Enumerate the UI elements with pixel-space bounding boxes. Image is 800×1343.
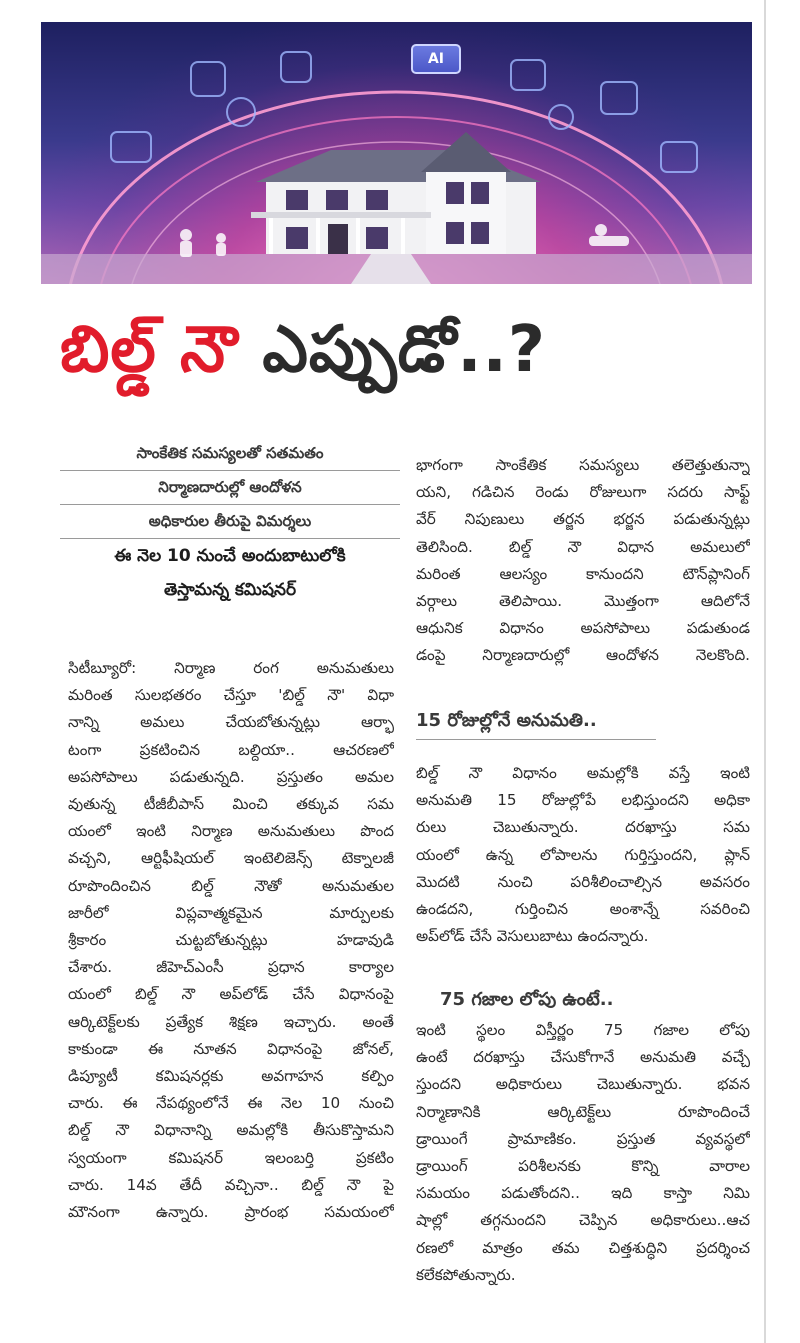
body-line: రణలో మాత్రం తమ చిత్తశుద్ధిని ప్రదర్శించ xyxy=(416,1238,750,1257)
body-line: స్తుందని అధికారులు చెబుతున్నారు. భవన xyxy=(416,1075,750,1094)
body-line: ఆధునిక విధానం అపసోపాలు పడుతుండ xyxy=(416,619,750,638)
body-line: కలేకపోతున్నారు. xyxy=(416,1265,516,1284)
section-heading-15-days: 15 రోజుల్లోనే అనుమతి.. xyxy=(416,703,656,740)
body-line: డిప్యూటీ కమిషనర్లకు అవగాహన కల్పిం xyxy=(68,1067,394,1086)
body-line: యని, గడిచిన రెండు రోజులుగా సదరు సాఫ్ట్ xyxy=(416,483,750,502)
body-line: నాన్ని అమలు చేయబోతున్నట్లు ఆర్భా xyxy=(68,713,394,732)
body-line: మరింత సులభతరం చేస్తూ 'బిల్డ్ నౌ' విధా xyxy=(68,686,394,705)
section-heading-75-yards: 75 గజాల లోపు ఉంటే.. xyxy=(440,989,614,1010)
body-line: రులు చెబుతున్నారు. దరఖాస్తు సమ xyxy=(416,818,750,837)
column-rule xyxy=(764,0,766,1343)
body-line: చేశారు. జీహెచ్ఎంసీ ప్రధాన కార్యాల xyxy=(68,958,394,977)
body-line: బిల్డ్ నౌ విధానాన్ని అమల్లోకి తీసుకొస్తామని xyxy=(68,1121,394,1140)
hero-image xyxy=(41,22,752,284)
body-line: యంలో బిల్డ్ నౌ అప్‌లోడ్ చేసే విధానంపై xyxy=(68,985,394,1004)
body-line: డంపై నిర్మాణదారుల్లో ఆందోళన నెలకొంది. xyxy=(416,646,750,665)
body-line: అపసోపాలు పడుతున్నది. ప్రస్తుతం అమల xyxy=(68,767,394,786)
subheads xyxy=(60,437,400,607)
subhead-2: నిర్మాణదారుల్లో ఆందోళన xyxy=(60,471,400,505)
section-1-body xyxy=(416,760,750,950)
body-line: మరింత ఆలస్యం కానుందని టౌన్‌ప్లానింగ్ xyxy=(416,564,750,583)
subhead-1: సాంకేతిక సమస్యలతో సతమతం xyxy=(60,437,400,471)
ai-badge: AI xyxy=(411,44,461,74)
subhead-main-1: ఈ నెల 10 నుంచే అందుబాటులోకి xyxy=(114,546,346,566)
body-line: వుతున్న టీజీబీపాస్ మించి తక్కువ సమ xyxy=(68,795,394,814)
right-column-top xyxy=(416,452,750,670)
body-line: శ్రీకారం చుట్టబోతున్నట్లు హడావుడి xyxy=(68,931,394,950)
body-line: ఉండదని, గుర్తించిన అంశాన్నే సవరించి xyxy=(416,900,750,919)
body-line: వచ్చని, ఆర్టిఫీషియల్ ఇంటెలిజెన్స్ టెక్నాలజీ xyxy=(68,849,394,868)
body-line: కాకుండా ఈ నూతన విధానంపై జోనల్, xyxy=(68,1039,394,1058)
body-line: స్వయంగా కమిషనర్ ఇలంబర్తి ప్రకటిం xyxy=(68,1148,394,1167)
body-line: చారు. 14వ తేదీ వచ్చినా.. బిల్డ్ నౌ పై xyxy=(68,1175,394,1194)
body-line: రూపొందించిన బిల్డ్ నౌతో అనుమతుల xyxy=(68,876,394,895)
body-line: వేర్ నిపుణులు తర్జన భర్జన పడుతున్నట్లు xyxy=(416,510,750,529)
left-column xyxy=(68,655,394,1226)
body-line: ఉంటే దరఖాస్తు చేసుకోగానే అనుమతి వచ్చే xyxy=(416,1048,750,1067)
body-line: అనుమతి 15 రోజుల్లోపే లభిస్తుందని అధికా xyxy=(416,791,750,810)
smart-home-illustration xyxy=(41,22,752,284)
subhead-main-2: తెస్తామన్న కమిషనర్ xyxy=(163,580,297,600)
body-line: షాల్లో తగ్గనుందని చెప్పిన అధికారులు..ఆచ xyxy=(416,1211,750,1230)
body-line: మౌనంగా ఉన్నారు. ప్రారంభ సమయంలో xyxy=(68,1203,394,1222)
body-line: యంలో ఉన్న లోపాలను గుర్తిస్తుందని, ప్లాన్ xyxy=(416,845,750,864)
body-line: డ్రాయింగే ప్రామాణికం. ప్రస్తుత వ్యవస్థలో xyxy=(416,1129,750,1148)
body-line: సమయం పడుతోందని.. ఇది కాస్తా నిమి xyxy=(416,1184,750,1203)
body-line: డ్రాయింగ్ పరిశీలనకు కొన్ని వారాల xyxy=(416,1157,750,1176)
body-line: సిటీబ్యూరో: నిర్మాణ రంగ అనుమతులు xyxy=(68,659,394,677)
body-line: చారు. ఈ నేపథ్యంలోనే ఈ నెల 10 నుంచి xyxy=(68,1094,394,1113)
body-line: ఇంటి స్థలం విస్తీర్ణం 75 గజాల లోపు xyxy=(416,1021,750,1039)
headline-dark: ఎప్పుడో..? xyxy=(239,313,546,387)
body-line: తెలిసింది. బిల్డ్ నౌ విధాన అమలులో xyxy=(416,537,750,556)
body-line: జారీలో విప్లవాత్మకమైన మార్పులకు xyxy=(68,903,394,922)
body-line: ఆర్కిటెక్ట్‌లకు ప్రత్యేక శిక్షణ ఇచ్చారు. అంతే xyxy=(68,1012,394,1031)
body-line: వర్గాలు తెలిపాయి. మొత్తంగా ఆదిలోనే xyxy=(416,592,750,611)
headline xyxy=(60,300,750,400)
subhead-3: అధికారుల తీరుపై విమర్శలు xyxy=(60,505,400,539)
headline-red: బిల్డ్ నౌ xyxy=(60,313,240,387)
body-line: టంగా ప్రకటించిన బల్దియా.. ఆచరణలో xyxy=(68,740,394,759)
body-line: యంలో ఇంటి నిర్మాణ అనుమతులు పొంద xyxy=(68,822,394,841)
body-line: అప్‌లోడ్ చేసే వెసులుబాటు ఉందన్నారు. xyxy=(416,927,649,946)
body-line: నిర్మాణానికి ఆర్కిటెక్ట్‌లు రూపొందించే xyxy=(416,1102,750,1121)
body-line: బిల్డ్ నౌ విధానం అమల్లోకి వస్తే ఇంటి xyxy=(416,764,750,782)
section-2-body xyxy=(416,1017,750,1289)
body-line: మొదటి నుంచి పరిశీలించాల్సిన అవసరం xyxy=(416,872,750,891)
body-line: భాగంగా సాంకేతిక సమస్యలు తలెత్తుతున్నా xyxy=(416,456,750,474)
